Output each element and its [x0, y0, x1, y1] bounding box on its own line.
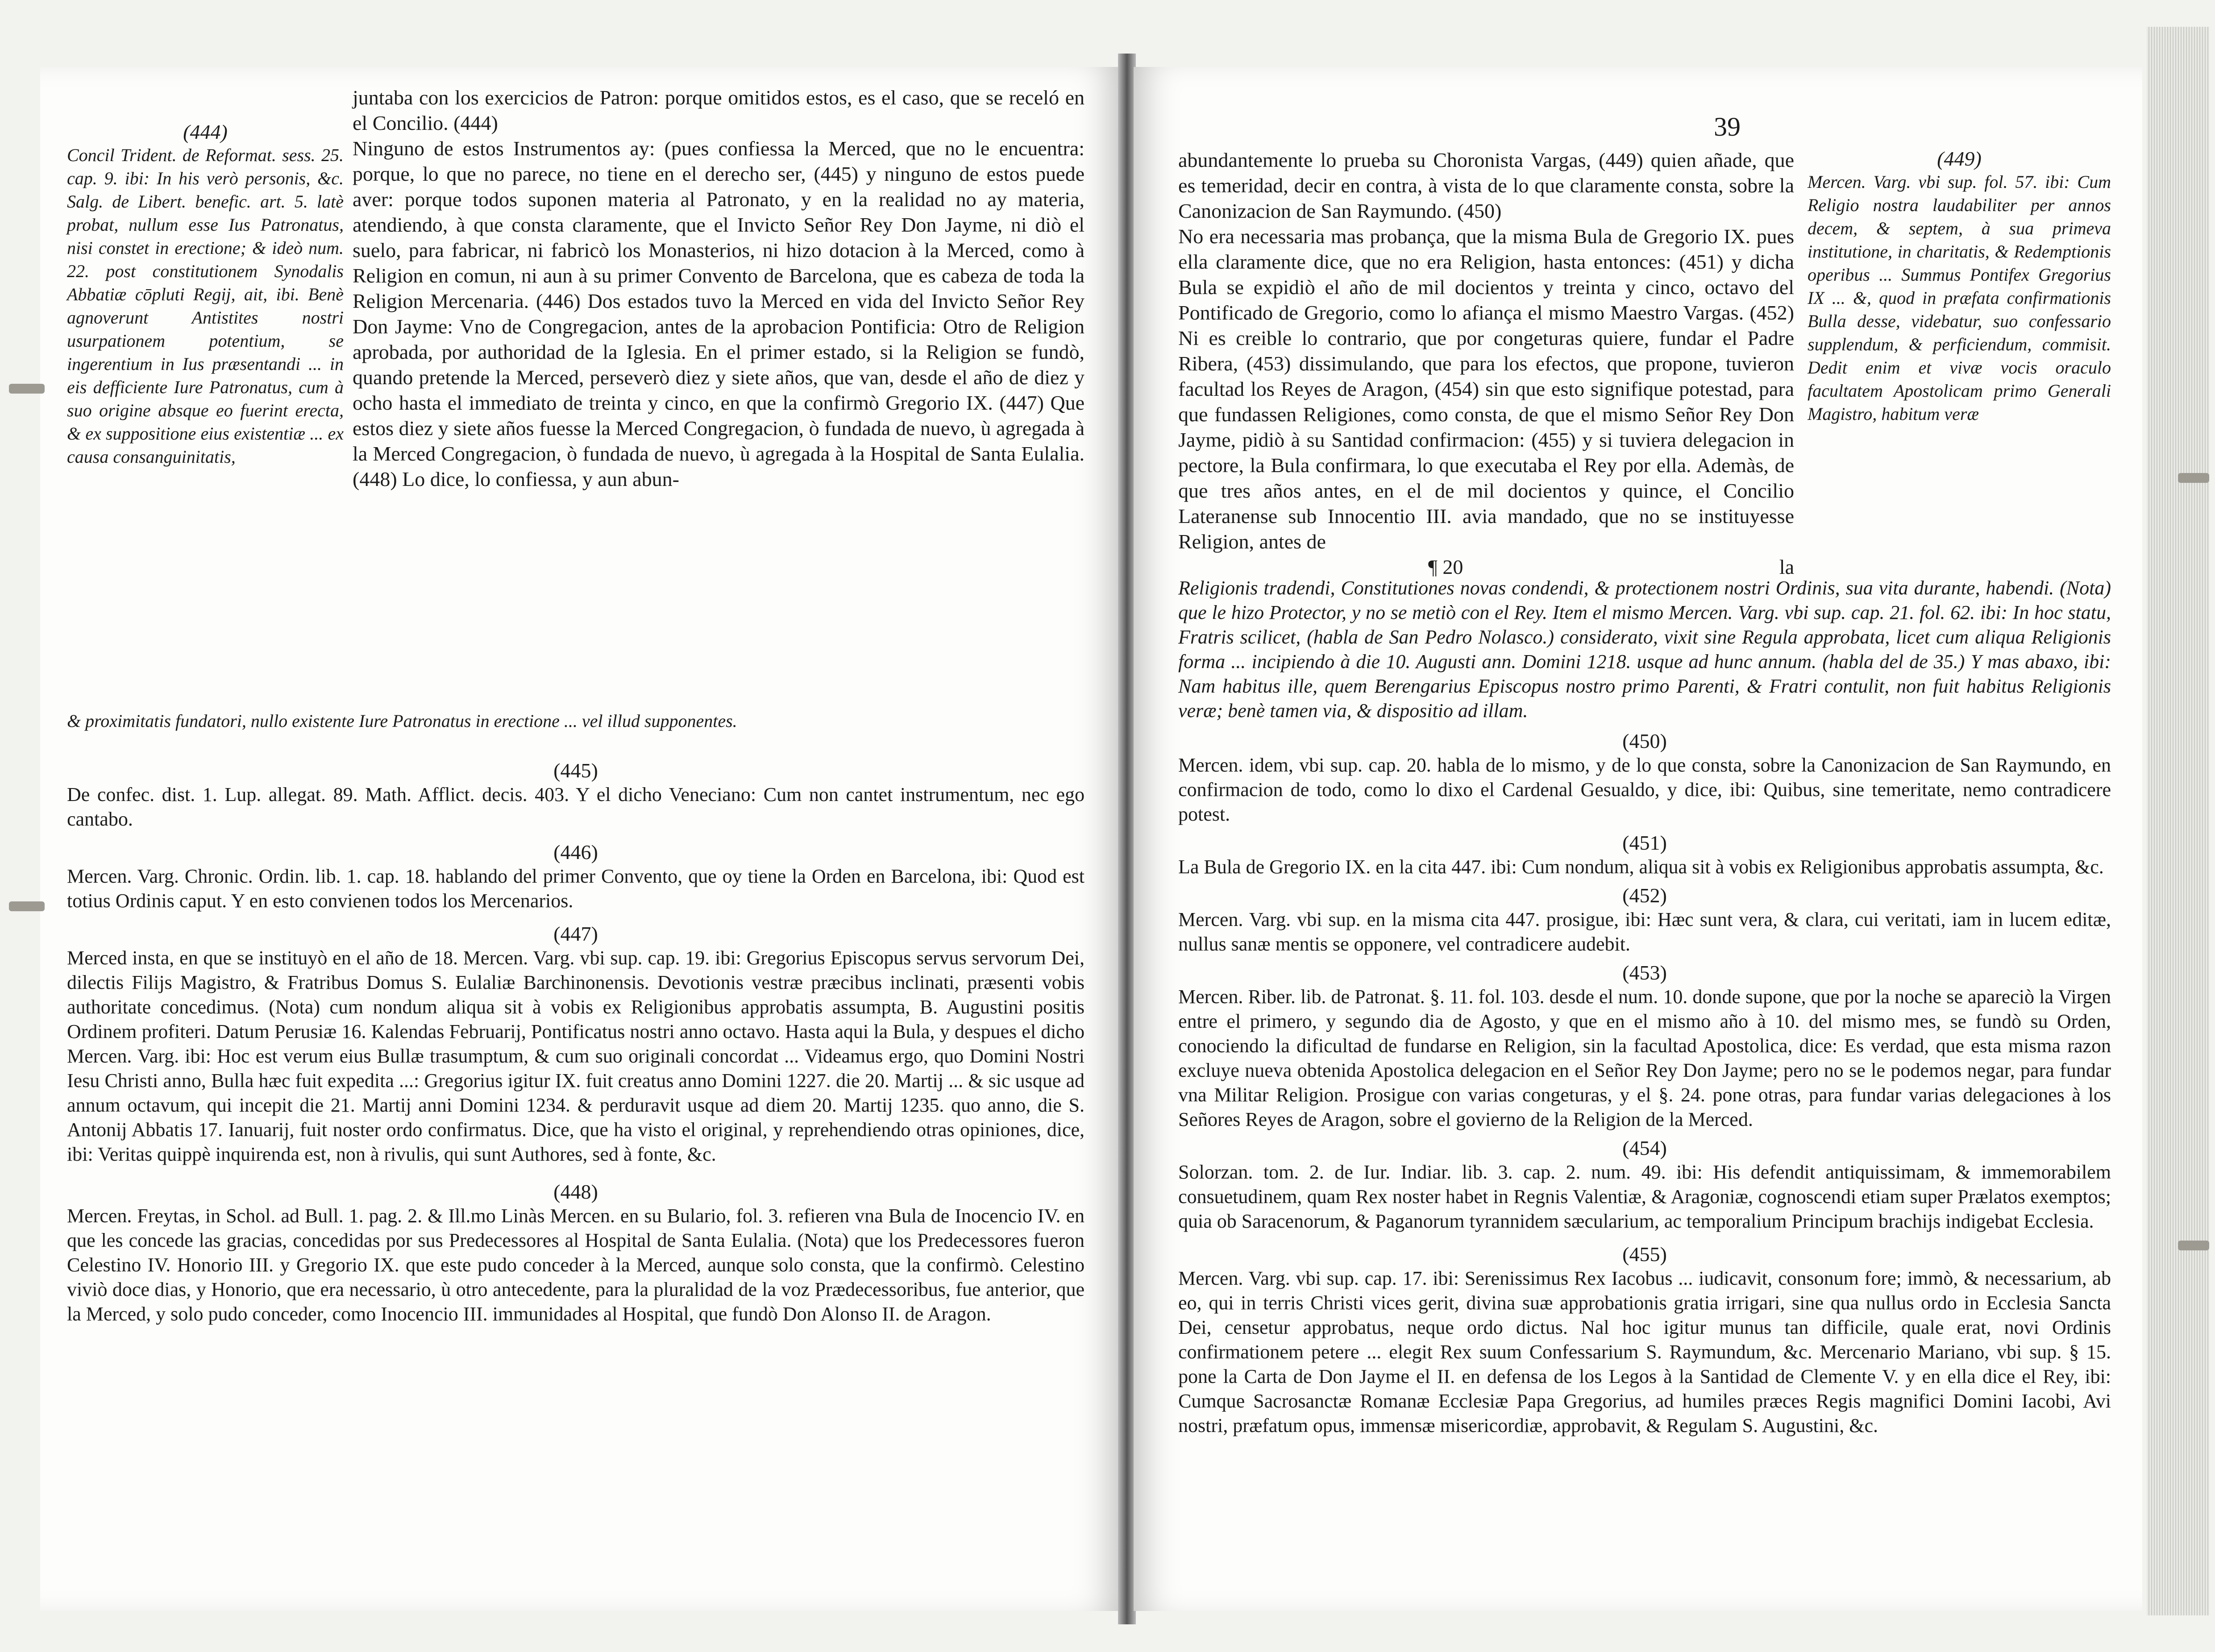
binding-tie: [9, 901, 45, 911]
right-main-text: abundantemente lo prueba su Choronista Vargas, (449) quien añade, que es temeridad, decir en contra, à vista de lo que claramente consta, sobre la Canonizacion de San Raymundo. (450) No era necessaria mas probança, que la misma Bula de Gregorio IX. pues ella claramente dice, que no era Religion, hasta entonces: (451) y dicha Bula se expidiò el año de mil docientos y treinta y cinco, octavo del Pontificado de Gregorio, como lo afiança el mismo Maestro Vargas. (452) Ni es creible lo contrario, que por congeturas quiere, fundar el Padre Ribera, (453) dissimulando, que para los efectos, que propone, tuvieron facultad los Reyes de Aragon, (454) sin que esto signifique potestad, para que fundassen Religiones, como consta, de que el mismo Señor Rey Don Jayme, pidiò à su Santidad confirmacion: (455) y si tuviera delegacion in pectore, la Bula confirmara, lo que executaba el Rey por ella. Ademàs, de que tres años antes, en el de mil docientos y quince, el Concilio Lateranense sub Innocentio III. avia mandado, que no se instituyesse Religion, antes de: [1178, 149, 1794, 553]
left-sidenote-column: [67, 120, 344, 469]
footnote-number: (452): [1622, 884, 1667, 907]
book-gutter: [1118, 54, 1136, 1624]
right-lower-block: [1178, 576, 2111, 1438]
footnote-number: (453): [1622, 961, 1667, 984]
footnote-text: Mercen. Varg. Chronic. Ordin. lib. 1. cap. 18. hablando del primer Convento, que oy tiene la Orden en Barcelona, ibi: Quod est totius Ordinis caput. Y en esto convienen todos los Mercenarios.: [67, 865, 1085, 912]
footnote-text: La Bula de Gregorio IX. en la cita 447. ibi: Cum nondum, aliqua sit à vobis ex Religionibus approbatis assumpta, &c.: [1178, 856, 2104, 878]
footnote-453: [1178, 961, 2111, 1132]
left-main-text: juntaba con los exercicios de Patron: porque omitidos estos, es el caso, que se receló en el Concilio. (444) Ninguno de estos Instrumentos ay: (pues confiessa la Merced, que no le encuentra: porque, lo que no parece, no tiene en el derecho ser, (445) y ninguno de estos puede aver: porque todos suponen materia al Patronato, y en la realidad no ay materia, atendiendo, à que consta claramente, que el Invicto Señor Rey Don Jayme, ni diò el suelo, para fabricar, ni fabricò los Monasterios, ni hizo dotacion à la Merced, como à Religion en comun, ni aun à su primer Convento de Barcelona, que es cabeza de toda la Religion Mercenaria. (446) Dos estados tuvo la Merced en vida del Invicto Señor Rey Don Jayme: Vno de Congregacion, antes de la aprobacion Pontificia: Otro de Religion aprobada, por authoridad de la Iglesia. En el primer estado, si la Religion se fundò, quando pretende la Merced, perseverò diez y siete años, que van, desde el año de diez y ocho hasta el immediato de treinta y cinco, en que la confirmò Gregorio IX. (447) Que estos diez y siete años fuesse la Merced Congregacion, ò fundada de nuevo, ù agregada à la Merced Congregacion, ò fundada de nuevo, ù agregada à la Hospital de Santa Eulalia. (448) Lo dice, lo confiessa, y aun abun-: [353, 86, 1085, 490]
footnote-text: Mercen. idem, vbi sup. cap. 20. habla de lo mismo, y de lo que consta, sobre la Canonizacion de San Raymundo, en confirmacion de todo, como lo dixo el Cardenal Gesualdo, y dice, ibi: Quibus, sine temeritate, nemo contradicere potest.: [1178, 754, 2111, 825]
footnote-452: [1178, 884, 2111, 956]
page-edges: [2147, 27, 2209, 1615]
footnote-number: (450): [1622, 730, 1667, 752]
footnote-text: Solorzan. tom. 2. de Iur. Indiar. lib. 3. cap. 2. num. 49. ibi: His defendit antiquissimam, & immemorabilem consuetudinem, quam Rex noster habet in Regnis Valentiæ, & Aragoniæ, cognoscendi etiam super Prælatos exemptos; quia ob Saracenorum, & Paganorum tyrannidem sæcularium, ac temporalium Principum brachijs indigebat Ecclesia.: [1178, 1161, 2111, 1232]
footnote-number: (455): [1622, 1243, 1667, 1266]
right-sidenote-column: [1808, 147, 2111, 426]
footnote-text: Mercen. Freytas, in Schol. ad Bull. 1. pag. 2. & Ill.mo Linàs Mercen. en su Bulario, fol. 3. refieren vna Bula de Inocencio IV. en que les concede las gracias, concedidas por sus Predecessores al Hospital de Santa Eulalia. (Nota) que los Predecessores fueron Celestino IV. Honorio III. y Gregorio IX. que este pudo conceder à la Merced, aunque solo consta, que la confirmò. Celestino viviò doce dias, y Honorio, que era necessario, ù otro antecedente, para la pluralidad de la voz Prædecessoribus, fue anterior, que la Merced, y solo pudo conceder, como Inocencio III. immunidades al Hospital, que fundò Don Alonso II. de Aragon.: [67, 1205, 1085, 1325]
right-main-column: [1178, 147, 1794, 580]
binding-tie: [2178, 473, 2209, 483]
left-sidenote-number: (444): [183, 120, 228, 143]
right-continuation-text: Religionis tradendi, Constitutiones novas condendi, & protectionem nostri Ordinis, sua vita durante, habendi. (Nota) que le hizo Protector, y no se metiò con el Rey. Item el mismo Mercen. Varg. vbi sup. cap. 21. fol. 62. ibi: In hoc statu, Fratris scilicet, (habla de San Pedro Nolasco.) considerato, vixit sine Regula approbata, licet cum aliqua Religionis forma ... incipiendo à die 10. Augusti ann. Domini 1218. usque ad hunc annum. (habla del de 35.) Y mas abaxo, ibi: Nam habitus ille, quem Berengarius Episcopus nostro primo Parenti, & Fratri contulit, non fuit habitus Religionis veræ; benè tamen via, & dispositio ad illam.: [1178, 577, 2111, 722]
footnote-446: [67, 840, 1085, 913]
footnote-text: Merced insta, en que se instituyò en el año de 18. Mercen. Varg. vbi sup. cap. 19. ibi: Gregorius Episcopus servus servorum Dei, dilectis Filijs Magistro, & Fratribus Domus S. Eulaliæ Barchinonensis. Devotionis vestræ præcibus inclinati, præsenti vobis authoritate concedimus. (Nota) cum nondum aliqua sit à vobis ex Religionibus approbatis assumpta, B. Augustini positis Ordinem profiteri. Datum Perusiæ 16. Kalendas Februarij, Pontificatus nostri anno octavo. Hasta aqui la Bula, y despues el dicho Mercen. Varg. ibi: Hoc est verum eius Bullæ trasumptum, & cum suo originali concordat ... Videamus ergo, quo Domini Nostri Iesu Christi anno, Bulla hæc fuit expedita ...: Gregorius igitur IX. fuit creatus anno Domini 1227. die 20. Martij ... & sic usque ad annum octavum, qui incepit die 21. Martij anni Domini 1234. & perduravit usque ad diem 20. Martij 1235. quo anno, die S. Antonij Abbatis 17. Ianuarij, fuit noster ordo confirmatus. Dice, que ha visto el original, y reprehendiendo otras opiniones, dice, ibi: Veritas quippè inquirenda est, non à rivulis, qui sunt Authores, sed à fonte, &c.: [67, 947, 1085, 1165]
left-continuation-text: & proximitatis fundatori, nullo existente Iure Patronatus in erectione ... vel illud supponentes.: [67, 711, 737, 731]
footnote-445: [67, 759, 1085, 831]
footnote-number: (445): [553, 759, 598, 782]
footnote-number: (447): [553, 922, 598, 945]
footnote-447: [67, 922, 1085, 1166]
footnote-450: [1178, 729, 2111, 826]
footnote-454: [1178, 1136, 2111, 1233]
footnote-text: Mercen. Varg. vbi sup. en la misma cita 447. prosigue, ibi: Hæc sunt vera, & clara, cui veritati, iam in lucem editæ, nullus sanæ mentis se opponere, vel contradicere audebit.: [1178, 909, 2111, 955]
left-sidenote: Concil Trident. de Reformat. sess. 25. cap. 9. ibi: In his verò personis, &c. Salg. de Libert. benefic. art. 5. latè probat, nullum esse Ius Patronatus, nisi constet in erectione; & ideò num. 22. post constitutionem Synodalis Abbatiæ cōpluti Regij, ait, ibi. Benè agnoverunt Antistites nostri usurpationem potentium, se ingerentium in Ius præsentandi ... in eis defficiente Iure Patronatus, cum à suo origine absque eo fuerint erecta, & ex suppositione eius existentiæ ... ex causa consanguinitatis,: [67, 145, 344, 467]
footnote-text: Mercen. Riber. lib. de Patronat. §. 11. fol. 103. desde el num. 10. donde supone, que por la noche se apareciò la Virgen entre el primero, y segundo dia de Agosto, y que en el mismo año à 10. del mismo mes, se fundò su Orden, conociendo la dificultad de fundarse en Religion, sin la facultad Apostolica, dice: Es verdad, que esta misma razon excluye nueva obtenida Apostolica delegacion en el Señor Rey Don Jayme; pero no se le podemos negar, para fundar vna Militar Religion. Prosigue con varias congeturas, y el §. 24. pone otras, para fundar varias delegaciones à los Señores Reyes de Aragon, sobre el govierno de la Religion de la Merced.: [1178, 986, 2111, 1130]
footnote-number: (448): [553, 1180, 598, 1203]
binding-tie: [9, 384, 45, 394]
folio-number: 39: [1714, 112, 1741, 141]
right-page: [1134, 67, 2142, 1611]
right-sidenote: Mercen. Varg. vbi sup. fol. 57. ibi: Cum Religio nostra laudabiliter per annos decem, & septem, à sua primeva institutione, in charitatis, & Redemptionis operibus ... Summus Pontifex Gregorius IX ... &, quod in præfata confirmationis Bulla desse, videbatur, suo confessario supplendum, & perficiendum, commisit. Dedit enim et vivæ vocis oraculo facultatem Apostolicam primo Generali Magistro, habitum veræ: [1808, 172, 2111, 424]
footnote-text: De confec. dist. 1. Lup. allegat. 89. Math. Afflict. decis. 403. Y el dicho Veneciano: Cum non cantet instrumentum, nec ego cantabo.: [67, 784, 1085, 830]
catchword: la: [1779, 556, 1794, 578]
left-page: [40, 67, 1120, 1611]
footnote-451: [1178, 831, 2111, 879]
left-main-column: [353, 85, 1085, 492]
footnote-number: (446): [553, 841, 598, 863]
footnote-text: Mercen. Varg. vbi sup. cap. 17. ibi: Serenissimus Rex Iacobus ... iudicavit, consonum fore; immò, & necessarium, ab eo, qui in terris Christi vices gerit, divina suæ approbationis gratia irrigari, sine qua nullus ordo in Ecclesia Sancta Dei, censetur approbatus, neque ordo dictus. Nal hoc igitur munus tan difficile, quale erat, novi Ordinis confirmationem petere ... elegit Rex suum Confessarium S. Raymundum, &c. Mercenario Mariano, vbi sup. § 15. pone la Carta de Don Jayme el II. en defensa de los Legos à la Santidad de Clemente V. y en ella dice el Rey, ibi: Cumque Sacrosanctæ Romanæ Ecclesiæ Papa Gregorius, ad humiles præces Regis magnifici Domini Iacobi, Avi nostri, præfatum opus, immensæ misericordiæ, approbavit, & Regulam S. Augustini, &c.: [1178, 1267, 2111, 1436]
left-footnotes: [67, 741, 1085, 1326]
right-sidenote-number: (449): [1937, 147, 1982, 170]
footnote-448: [67, 1180, 1085, 1326]
binding-tie: [2178, 1241, 2209, 1250]
footnote-number: (454): [1622, 1137, 1667, 1159]
left-continuation: [67, 710, 1085, 733]
footnote-number: (451): [1622, 831, 1667, 854]
signature-mark: ¶ 20: [1428, 556, 1463, 578]
footnote-455: [1178, 1242, 2111, 1438]
